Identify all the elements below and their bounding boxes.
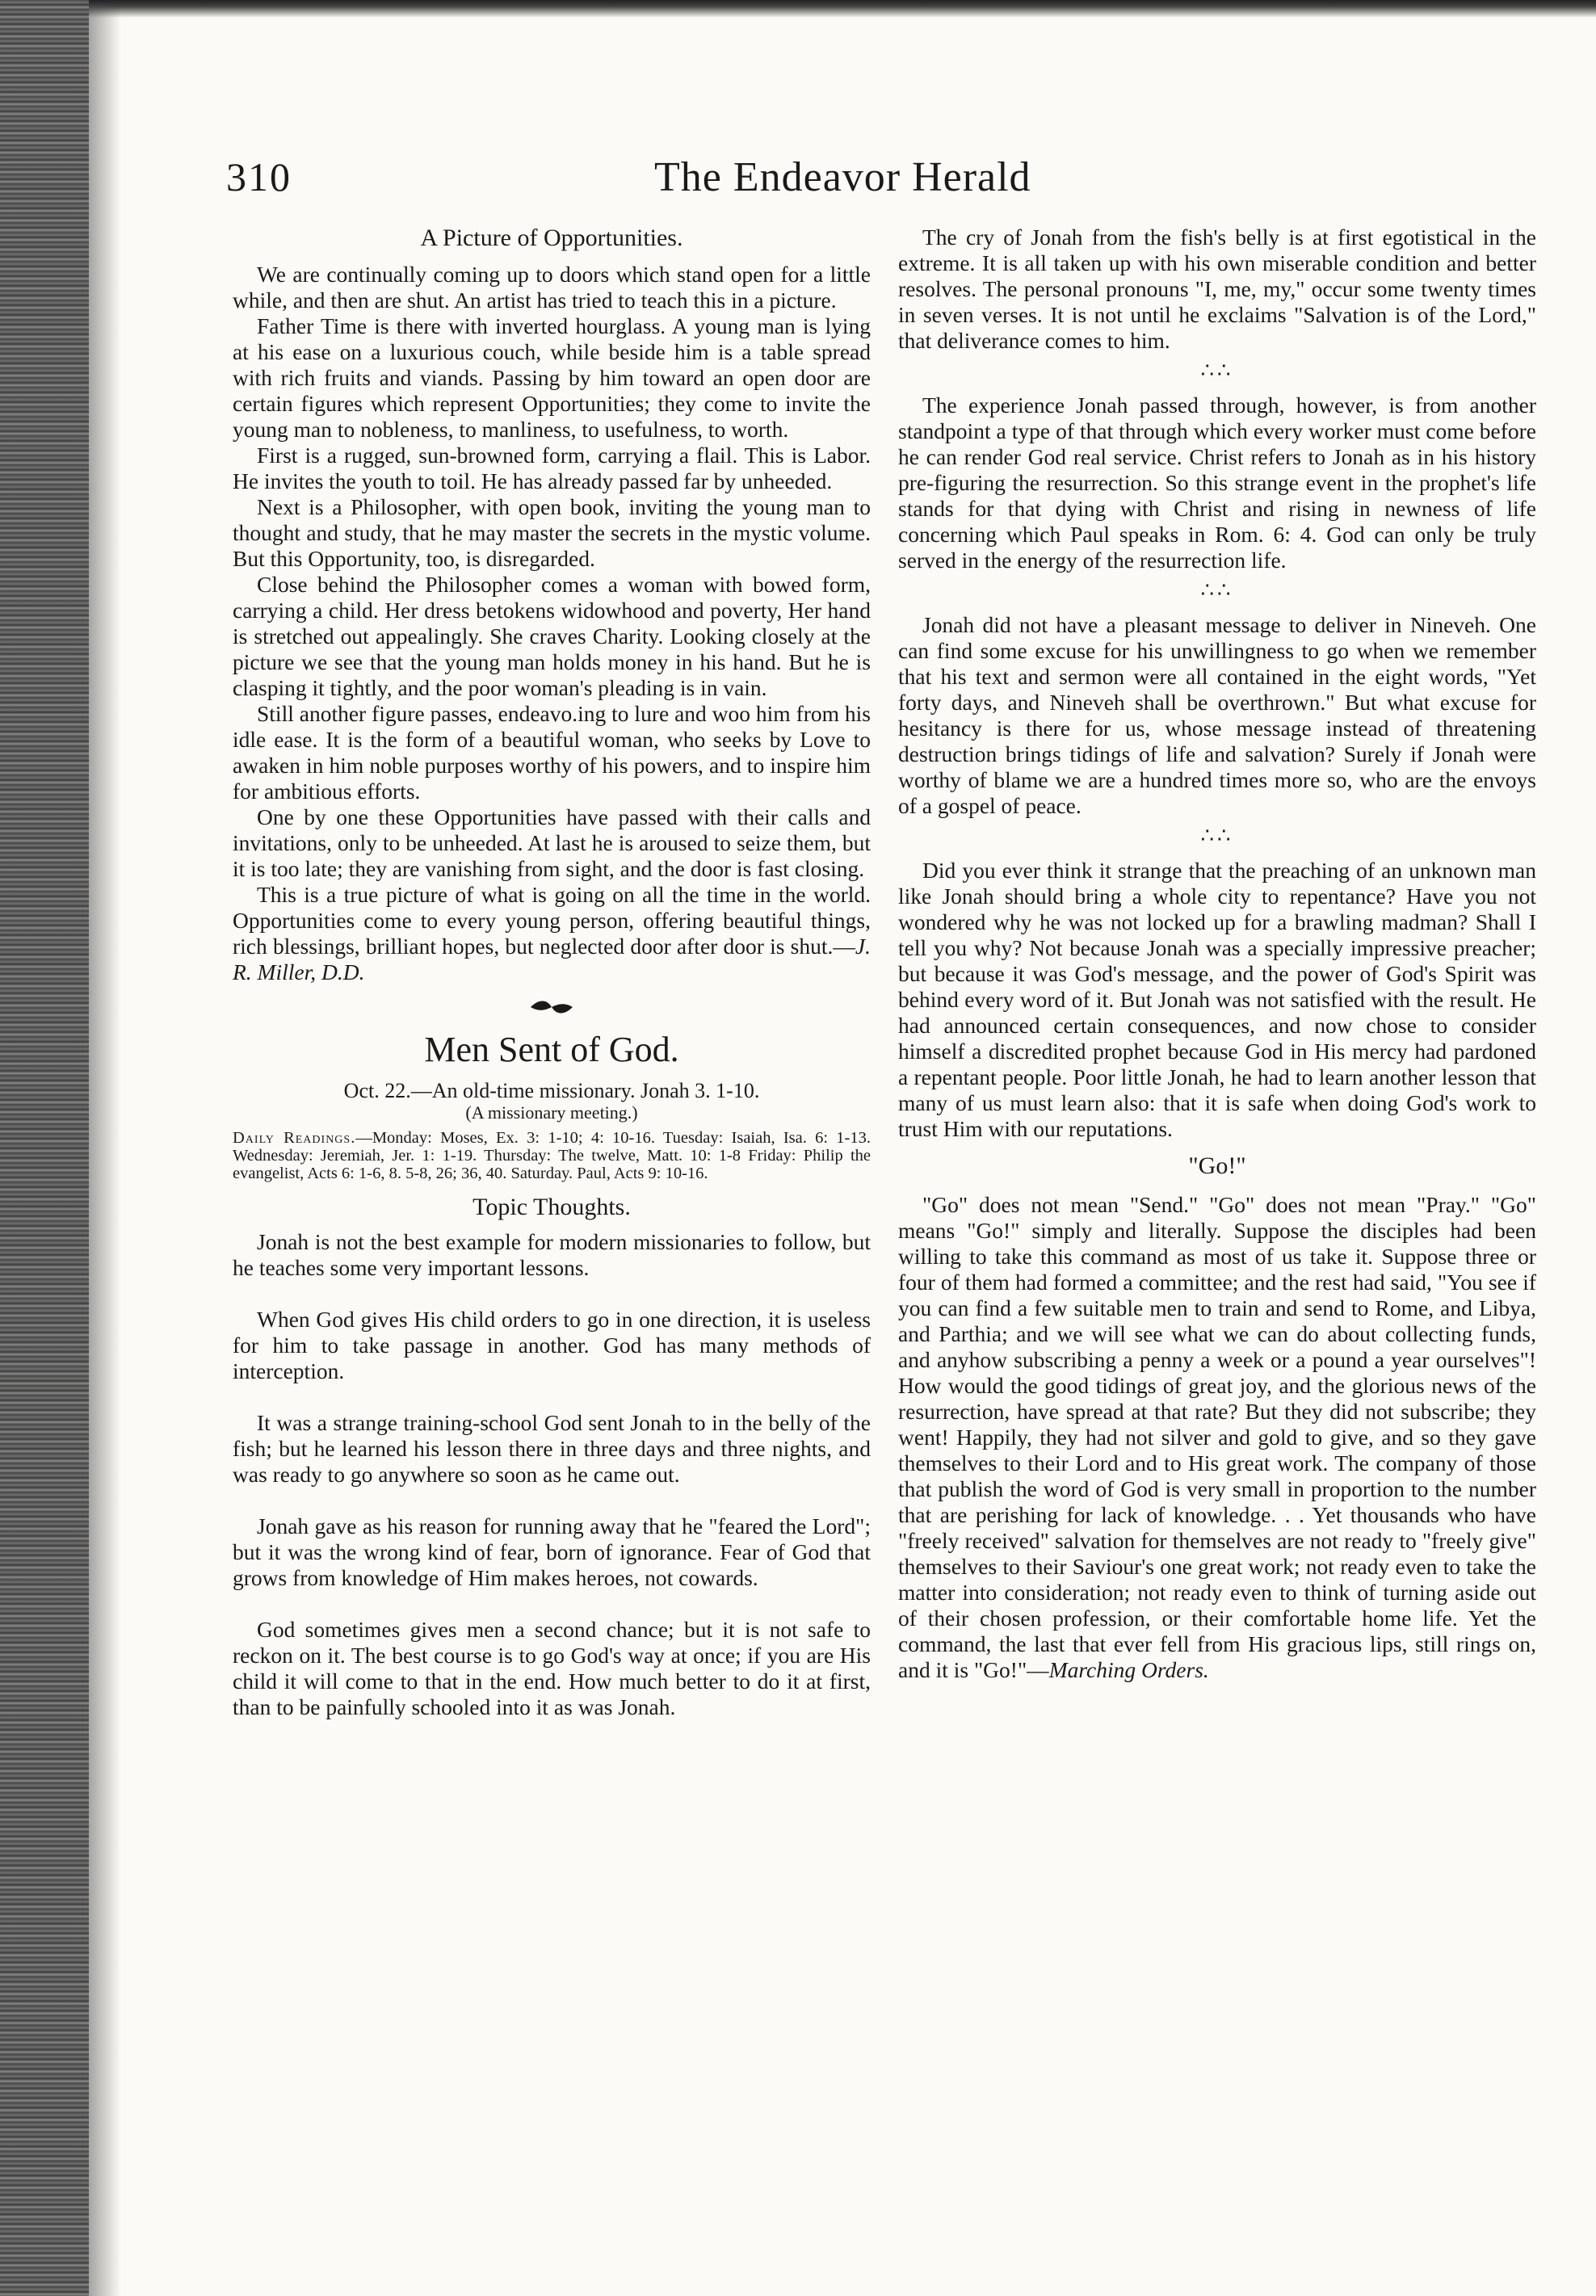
- page-header: [226, 153, 1486, 210]
- paragraph: Next is a Philosopher, with open book, inviting the young man to thought and study, that he may master the secrets in the mystic volume. But this Opportunity, too, is disregarded.: [233, 494, 871, 571]
- paragraph: When God gives His child orders to go in one direction, it is useless for him to take passage in another. God has many methods of interception.: [233, 1307, 871, 1383]
- paragraph-text: "Go" does not mean "Send." "Go" does not mean "Pray." "Go" means "Go!" simply and literally. Suppose the disciples had been willing to take this command as most of us take it. Suppose three or four of them had formed a committee; and the rest had said, "You see if you can find a few suitable men to train and send to Rome, and Libya, and Parthia; and we will see what we can do about collecting funds, and anyhow subscribing a penny a week or a pound a year ourselves"! How would the good tidings of great joy, and the glorious news of the resurrection, have spread at that rate? But they did not subscribe; they went! Happily, they had not silver and gold to give, and so they gave themselves to their Lord and to His great work. The company of those that publish the word of God is very small in proportion to the number that are perishing for lack of knowledge. . . Yet thousands who have "freely received" salvation for themselves are not ready to "freely give" themselves to their Saviour's one great work; not ready even to take the matter into consideration; not ready even to think of turning aside out of their chosen profession, or their comfortable home life. Yet the command, the last that ever fell from His gracious lips, still rings on, and it is "Go!"—: [898, 1192, 1536, 1682]
- paragraph: Did you ever think it strange that the preaching of an unknown man like Jonah should bring a whole city to repentance? Have you not wondered why he was not locked up for a brawling madman? Shall I tell you why? Not because Jonah was a specially impressive preacher; but because it was God's message, and the power of God's Spirit was behind every word of it. But Jonah was not satisfied with the result. He had announced certain consequences, and now chose to consider himself a discredited prophet because God in His mercy had pardoned a repentant people. Poor little Jonah, he had to learn another lesson that many of us must learn also: that it is safe when doing God's work to trust Him with our reputations.: [898, 858, 1536, 1141]
- fleuron-icon: [527, 997, 576, 1017]
- paragraph-text: This is a true picture of what is going on all the time in the world. Opportunities come to every young person, offering beautiful things, rich blessings, brilliant hopes, but neglected door after door is shut.—: [233, 882, 871, 959]
- paragraph: Father Time is there with inverted hourglass. A young man is lying at his ease on a luxurious couch, while beside him is a table spread with rich fruits and viands. Passing by him toward an open door are certain figures which represent Opportunities; they come to invite the young man to nobleness, to manliness, to usefulness, to worth.: [233, 313, 871, 442]
- ornament-divider: [233, 997, 871, 1022]
- paragraph: It was a strange training-school God sent Jonah to in the belly of the fish; but he learned his lesson there in three days and three nights, and was ready to go anywhere so soon as he came out.: [233, 1410, 871, 1487]
- subtitle-go: "Go!": [1188, 1152, 1246, 1179]
- binding-shadow: [89, 0, 121, 2296]
- paragraph: Close behind the Philosopher comes a woman with bowed form, carrying a child. Her dress betokens widowhood and poverty, Her hand is stretched out appealingly. She craves Charity. Looking closely at the picture we see that the young man holds money in his hand. But he is clasping it tightly, and the poor woman's pleading is in vain.: [233, 572, 871, 700]
- right-column: [898, 225, 1536, 1683]
- paragraph: The experience Jonah passed through, however, is from another standpoint a type of that through which every worker must come before he can render God real service. Christ refers to Jonah as in his history pre-figuring the resurrection. So this strange event in the prophet's life stands for that dying with Christ and rising in newness of life concerning which Paul speaks in Rom. 6: 4. God can only be truly served in the energy of the resurrection life.: [898, 392, 1536, 573]
- source-signature: Marching Orders.: [1048, 1657, 1209, 1682]
- paragraph: Jonah gave as his reason for running away that he "feared the Lord"; but it was the wrong kind of fear, born of ignorance. Fear of God that grows from knowledge of Him makes heroes, not cowards.: [233, 1513, 871, 1590]
- paragraph: First is a rugged, sun-browned form, carrying a flail. This is Labor. He invites the youth to toil. He has already passed far by unheeded.: [233, 443, 871, 493]
- article-title-opportunities: A Picture of Opportunities.: [420, 225, 683, 251]
- page-top-edge: [89, 0, 1596, 18]
- left-column: [233, 225, 871, 1720]
- journal-title: The Endeavor Herald: [654, 154, 1031, 200]
- author-signature: J. R. Miller, D.D.: [233, 934, 871, 984]
- paragraph: The cry of Jonah from the fish's belly is at first egotistical in the extreme. It is all taken up with his own miserable condition and better resolves. The personal pronouns "I, me, my," occur some twenty times in seven verses. It is not until he exclaims "Salvation is of the Lord," that deliverance comes to him.: [898, 225, 1536, 353]
- page-number: 310: [226, 154, 292, 199]
- subtitle-topic-thoughts: Topic Thoughts.: [472, 1194, 631, 1220]
- readings-label: Daily Readings.: [233, 1129, 356, 1147]
- paragraph: One by one these Opportunities have passed with their calls and invitations, only to be unheeded. At last he is aroused to seize them, but it is too late; they are vanishing from sight, and the door is fast closing.: [233, 804, 871, 881]
- dots-separator-icon: ∴∴: [1200, 359, 1234, 382]
- book-binding-edge: [0, 0, 89, 2296]
- lesson-heading: Oct. 22.—An old-time missionary. Jonah 3. 1-10.: [343, 1079, 760, 1102]
- dots-separator-icon: ∴∴: [1200, 578, 1234, 602]
- paragraph-with-signature: [233, 882, 871, 985]
- paragraph: We are continually coming up to doors which stand open for a little while, and then are shut. An artist has tried to teach this in a picture.: [233, 262, 871, 313]
- paragraph: Jonah is not the best example for modern missionaries to follow, but he teaches some very important lessons.: [233, 1229, 871, 1280]
- paragraph: Still another figure passes, endeavo.ing to lure and woo him from his idle ease. It is the form of a beautiful woman, who seeks by Love to awaken in him noble purposes worthy of his powers, and to inspire him for ambitious efforts.: [233, 701, 871, 804]
- article-title-men-sent: Men Sent of God.: [424, 1030, 679, 1069]
- paragraph-with-signature: [898, 1192, 1536, 1683]
- paragraph: Jonah did not have a pleasant message to deliver in Nineveh. One can find some excuse for his unwillingness to go when we remember that his text and sermon were all contained in the eight words, "Yet forty days, and Nineveh shall be overthrown." But what excuse for hesitancy is there for us, whose message instead of threatening destruction brings tidings of life and salvation? Surely if Jonah were worthy of blame we are a hundred times more so, who are the envoys of a gospel of peace.: [898, 612, 1536, 818]
- readings-text: —Monday: Moses, Ex. 3: 1-10; 4: 10-16. Tuesday: Isaiah, Isa. 6: 1-13. Wednesday: Jeremiah, Jer. 1: 1-19. Thursday: The twelve, Matt. 10: 1-8 Friday: Philip the evangelist, Acts 6: 1-6, 8. 5-8, 26; 36, 40. Saturday. Paul, Acts 9: 10-16.: [233, 1129, 871, 1182]
- lesson-note: (A missionary meeting.): [465, 1102, 638, 1123]
- daily-readings: [233, 1129, 871, 1182]
- paragraph: God sometimes gives men a second chance; but it is not safe to reckon on it. The best course is to go God's way at once; if you are His child it will come to that in the end. How much better to do it at first, than to be painfully schooled into it as was Jonah.: [233, 1617, 871, 1719]
- dots-separator-icon: ∴∴: [1200, 824, 1234, 847]
